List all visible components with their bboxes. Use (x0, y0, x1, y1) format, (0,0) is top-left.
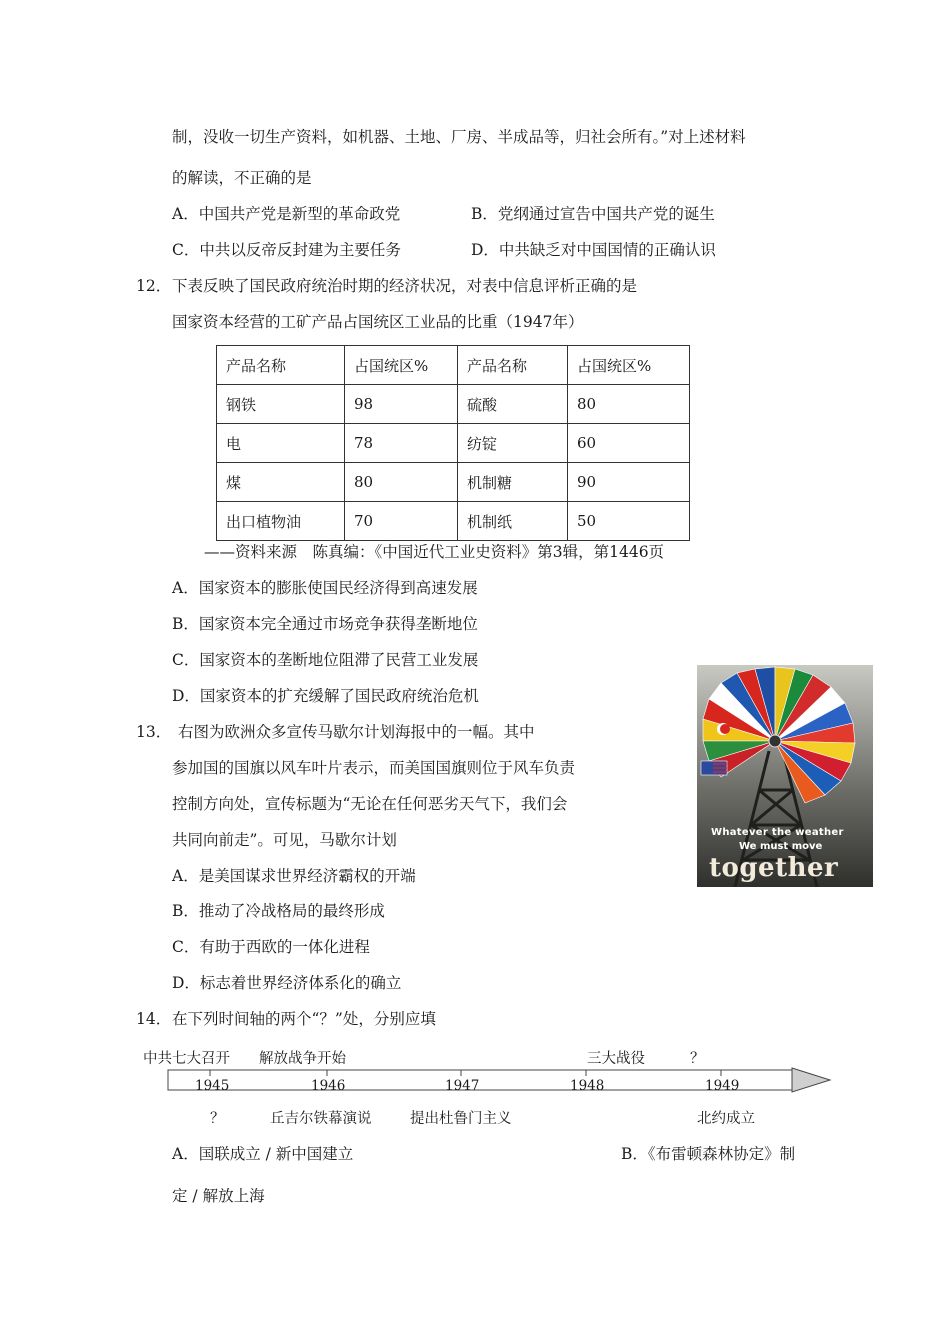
marshall-plan-poster (697, 665, 873, 887)
q14-number: 14． (136, 1010, 172, 1028)
table-header-row (217, 346, 690, 385)
timeline-bottom-label: ？ (210, 1111, 225, 1127)
timeline-year: 1946 (311, 1078, 346, 1094)
table-cell: 硫酸 (458, 385, 568, 424)
q12-data-table (216, 345, 690, 541)
table-row (217, 463, 690, 502)
q12-number: 12． (136, 277, 172, 295)
timeline-year: 1945 (195, 1078, 230, 1094)
table-row (217, 385, 690, 424)
q13-stem-line-3: 控制方向处，宣传标题为“无论在任何恶劣天气下，我们会 (172, 795, 568, 813)
q11-option-b: B．党纲通过宣告中国共产党的诞生 (471, 205, 715, 223)
q13-stem-line-1: 右图为欧洲众多宣传马歇尔计划海报中的一幅。其中 (178, 723, 535, 741)
poster-slogan-line-2: We must move (739, 841, 823, 852)
table-cell: 50 (568, 502, 690, 541)
q12-table-title: 国家资本经营的工矿产品占国统区工业品的比重（1947年） (172, 313, 584, 331)
timeline-year: 1949 (705, 1078, 740, 1094)
timeline-year: 1947 (445, 1078, 480, 1094)
q11-stem-line-2: 的解读，不正确的是 (172, 169, 312, 187)
timeline-top-label: 三大战役 (587, 1051, 645, 1067)
q11-stem-line-1: 制，没收一切生产资料，如机器、土地、厂房、半成品等，归社会所有。”对上述材料 (172, 128, 746, 146)
timeline-bottom-label: 丘吉尔铁幕演说 (270, 1111, 372, 1127)
timeline-year: 1948 (570, 1078, 605, 1094)
q12-source: ——资料来源 陈真编：《中国近代工业史资料》第3辑，第1446页 (204, 543, 665, 561)
q13-stem-line-4: 共同向前走”。可见，马歇尔计划 (172, 831, 397, 849)
q12-option-d: D．国家资本的扩充缓解了国民政府统治危机 (172, 687, 479, 705)
table-cell: 电 (217, 424, 345, 463)
table-header-cell: 占国统区% (568, 346, 690, 385)
table-header-cell: 产品名称 (217, 346, 345, 385)
table-cell: 机制纸 (458, 502, 568, 541)
table-row (217, 502, 690, 541)
table-header-cell: 占国统区% (345, 346, 458, 385)
timeline-top-label: 中共七大召开 (143, 1051, 230, 1067)
table-cell: 98 (345, 385, 458, 424)
table-header-cell: 产品名称 (458, 346, 568, 385)
table-cell: 78 (345, 424, 458, 463)
q14-option-b: B．《布雷顿森林协定》制 (621, 1145, 796, 1163)
timeline-top-label: 解放战争开始 (259, 1051, 346, 1067)
q11-option-d: D．中共缺乏对中国国情的正确认识 (471, 241, 716, 259)
q12-option-a: A．国家资本的膨胀使国民经济得到高速发展 (172, 579, 478, 597)
q12-stem: 下表反映了国民政府统治时期的经济状况，对表中信息评析正确的是 (172, 277, 638, 295)
timeline-bottom-label: 北约成立 (697, 1111, 755, 1127)
table-cell: 出口植物油 (217, 502, 345, 541)
poster-slogan-line-1: Whatever the weather (711, 827, 844, 838)
q13-option-b: B．推动了冷战格局的最终形成 (172, 902, 385, 920)
q13-option-d: D．标志着世界经济体系化的确立 (172, 974, 402, 992)
table-cell: 80 (345, 463, 458, 502)
table-cell: 90 (568, 463, 690, 502)
q12-option-c: C．国家资本的垄断地位阻滞了民营工业发展 (172, 651, 479, 669)
poster-slogan-line-3: together (709, 853, 839, 883)
table-cell: 80 (568, 385, 690, 424)
q14-option-b-continued: 定 / 解放上海 (172, 1187, 265, 1205)
q13-option-c: C．有助于西欧的一体化进程 (172, 938, 370, 956)
table-cell: 纺锭 (458, 424, 568, 463)
q14-stem: 在下列时间轴的两个“？”处，分别应填 (172, 1010, 436, 1028)
q12-option-b: B．国家资本完全通过市场竞争获得垄断地位 (172, 615, 478, 633)
timeline-top-label: ？ (690, 1051, 705, 1067)
table-cell: 煤 (217, 463, 345, 502)
table-cell: 70 (345, 502, 458, 541)
q11-option-c: C．中共以反帝反封建为主要任务 (172, 241, 401, 259)
q13-stem-line-2: 参加国的国旗以风车叶片表示，而美国国旗则位于风车负责 (172, 759, 576, 777)
table-cell: 机制糖 (458, 463, 568, 502)
timeline-bottom-label: 提出杜鲁门主义 (410, 1111, 512, 1127)
q11-option-a: A．中国共产党是新型的革命政党 (172, 205, 401, 223)
q14-option-a: A．国联成立 / 新中国建立 (172, 1145, 354, 1163)
table-cell: 60 (568, 424, 690, 463)
table-row (217, 424, 690, 463)
q13-option-a: A．是美国谋求世界经济霸权的开端 (172, 867, 416, 885)
table-cell: 钢铁 (217, 385, 345, 424)
q13-number: 13． (136, 723, 172, 741)
